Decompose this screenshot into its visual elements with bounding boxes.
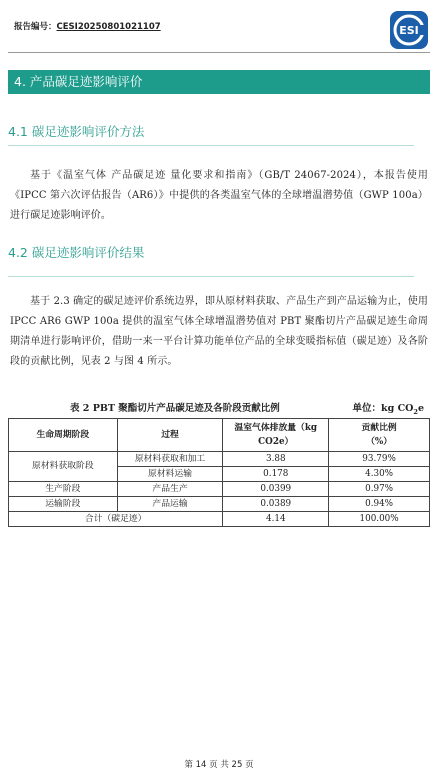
table-row (9, 482, 430, 497)
cell-stage: 生产阶段 (9, 482, 118, 497)
cesi-logo (389, 10, 429, 50)
cell-emission: 0.0389 (223, 497, 329, 512)
section-title-banner: 4. 产品碳足迹影响评价 (8, 70, 430, 94)
cell-stage: 运输阶段 (9, 497, 118, 512)
page-footer: 第 14 页 共 25 页 (184, 760, 254, 770)
table-caption-title: 表 2 PBT 聚酯切片产品碳足迹及各阶段贡献比例 (70, 403, 280, 414)
cell-ratio: 0.97% (329, 482, 430, 497)
subsection-title-4-1: 4.1 碳足迹影响评价方法 (8, 124, 145, 139)
table-header-row (9, 419, 430, 452)
report-number-label: 报告编号： (14, 22, 57, 32)
results-paragraph: 基于 2.3 确定的碳足迹评价系统边界，即从原材料获取、产品生产到产品运输为止，使用 IPCC AR6 GWP 100a 提供的温室气体全球增温潜势值对 PBT 聚酯切片产品碳足迹生命周期清单进行影响评价，借助一来一平台计算功能单位产品的全球变暖指标值（碳足迹）及各阶段的贡献比例，见表 2 与图 4 所示。 (10, 296, 428, 367)
cell-ratio: 0.94% (329, 497, 430, 512)
header-ratio: 贡献比例 （%） (329, 419, 430, 452)
report-number-value: CESI20250801021107 (56, 22, 161, 32)
cell-process: 原材料运输 (117, 467, 223, 482)
carbon-footprint-table (8, 418, 430, 527)
method-paragraph: 基于《温室气体 产品碳足迹 量化要求和指南》（GB/T 24067-2024），本报告使用《IPCC 第六次评估报告（AR6）》中提供的各类温室气体的全球增温潜势值（GWP 100a）进行碳足迹影响评价。 (10, 170, 428, 221)
subsection-rule (8, 145, 414, 146)
header-emission: 温室气体排放量（kg CO2e） (223, 419, 329, 452)
header-divider (8, 52, 430, 53)
cell-ratio: 93.79% (329, 452, 430, 467)
subsection-rule (8, 276, 414, 277)
table-row (9, 452, 430, 467)
header-stage: 生命周期阶段 (9, 419, 118, 452)
cell-process: 产品生产 (117, 482, 223, 497)
total-label: 合计（碳足迹） (9, 512, 223, 527)
subsection-title-4-2: 4.2 碳足迹影响评价结果 (8, 245, 145, 260)
table-total-row (9, 512, 430, 527)
logo-text: ESI (399, 24, 419, 37)
table-row (9, 497, 430, 512)
cell-process: 原材料获取和加工 (117, 452, 223, 467)
cell-emission: 3.88 (223, 452, 329, 467)
header-process: 过程 (117, 419, 223, 452)
cell-stage: 原材料获取阶段 (9, 452, 118, 482)
total-ratio: 100.00% (329, 512, 430, 527)
report-number (14, 20, 161, 32)
cell-process: 产品运输 (117, 497, 223, 512)
table-unit: 单位：kg $CO_2e$ (352, 403, 424, 416)
total-emission: 4.14 (223, 512, 329, 527)
cell-emission: 0.0399 (223, 482, 329, 497)
cell-ratio: 4.30% (329, 467, 430, 482)
cell-emission: 0.178 (223, 467, 329, 482)
